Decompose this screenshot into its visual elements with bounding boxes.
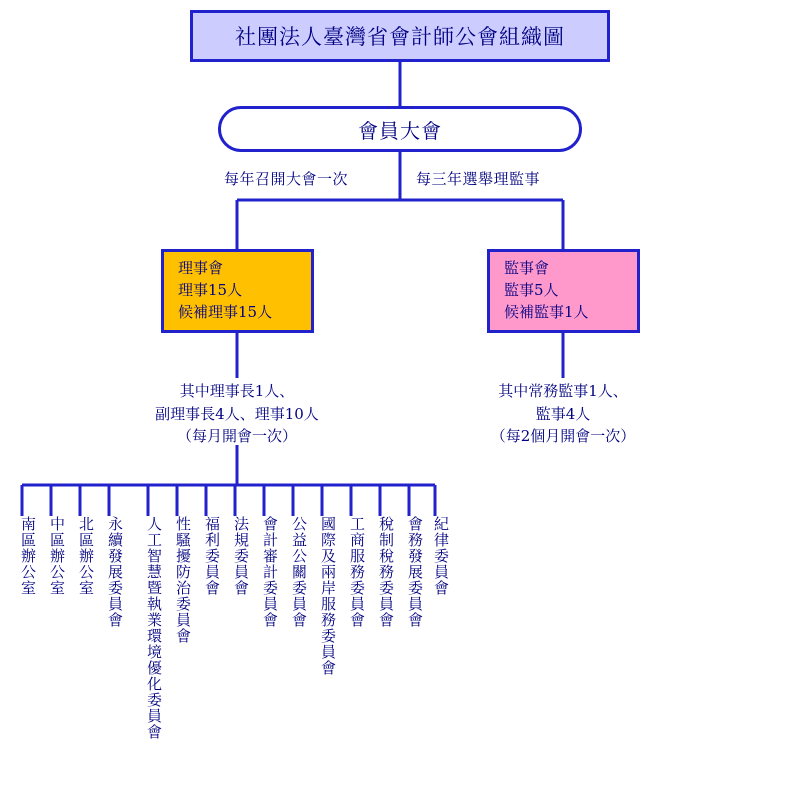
node-assembly-label: 會員大會 xyxy=(358,118,442,143)
node-assembly xyxy=(218,106,582,152)
node-board xyxy=(161,249,314,333)
note-supervisors-line2: 監事4人 xyxy=(535,404,591,423)
note-board-line2: 副理事長4人、理事10人 xyxy=(155,404,319,423)
note-supervisors-line3: （每2個月開會一次） xyxy=(490,427,636,445)
committee-item: 性騷擾防治委員會 xyxy=(174,516,192,644)
committee-item: 法規委員會 xyxy=(232,516,250,596)
node-supervisors xyxy=(487,249,640,333)
note-board-line1: 其中理事長1人、 xyxy=(179,382,295,400)
committee-list xyxy=(0,516,800,800)
committee-item: 工商服務委員會 xyxy=(348,516,366,628)
node-board-line1: 理事會 xyxy=(178,259,224,277)
committee-item: 福利委員會 xyxy=(203,516,221,596)
chart-title-text: 社團法人臺灣省會計師公會組織圖 xyxy=(235,25,565,49)
note-supervisors xyxy=(463,380,663,448)
committee-item: 稅制稅務委員會 xyxy=(377,516,395,628)
committee-item: 會計審計委員會 xyxy=(261,516,279,628)
committee-item: 會務發展委員會 xyxy=(406,516,424,628)
committee-item: 紀律委員會 xyxy=(432,516,450,596)
node-supervisors-line3: 候補監事1人 xyxy=(504,302,589,321)
committee-item: 人工智慧暨執業環境優化委員會 xyxy=(145,516,163,740)
committee-item: 永續發展委員會 xyxy=(106,516,124,628)
node-supervisors-line2: 監事5人 xyxy=(504,280,559,299)
committee-item: 公益公關委員會 xyxy=(290,516,308,628)
edge-label-left: 每年召開大會一次 xyxy=(224,170,349,188)
node-board-line3: 候補理事15人 xyxy=(178,302,273,321)
committee-item: 中區辦公室 xyxy=(48,516,66,596)
committee-item: 南區辦公室 xyxy=(19,516,37,596)
note-board-line3: （每月開會一次） xyxy=(176,427,297,445)
note-board xyxy=(137,380,337,448)
node-board-line2: 理事15人 xyxy=(178,280,243,299)
committee-item: 北區辦公室 xyxy=(77,516,95,596)
note-supervisors-line1: 其中常務監事1人、 xyxy=(498,382,628,400)
chart-title xyxy=(190,10,610,62)
edge-label-right: 每三年選舉理監事 xyxy=(416,170,541,188)
node-supervisors-line1: 監事會 xyxy=(504,259,550,277)
committee-item: 國際及兩岸服務委員會 xyxy=(319,516,337,676)
